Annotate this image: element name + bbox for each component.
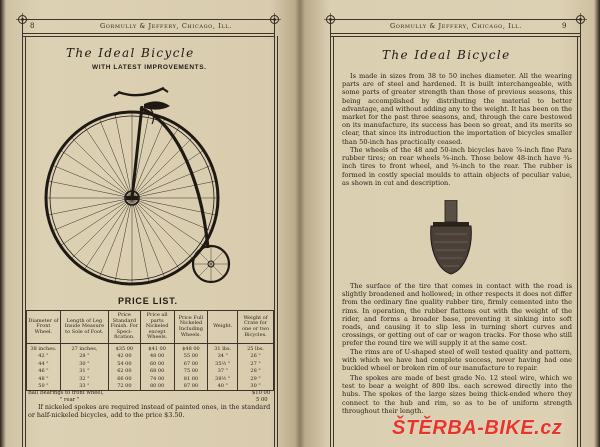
- table-cell: 60 00: [140, 361, 174, 368]
- corner-ornament-icon: [268, 13, 281, 26]
- body-paragraph: The rims are of U-shaped steel of well tested quality and pattern, with which we have had complete success, never having had one buckled wheel or broken rim of our manufacture to repair.: [342, 348, 572, 373]
- table-cell: 42 00: [108, 353, 140, 360]
- corner-ornament-icon: [574, 13, 587, 26]
- column-header: Price Standard Finish. For Speci-fication.: [108, 311, 140, 344]
- table-row: [27, 344, 274, 354]
- penny-farthing-illustration: [40, 78, 240, 290]
- table-cell: 44 ": [27, 361, 61, 368]
- table-cell: 80 00: [140, 383, 174, 391]
- column-header: Weight of Crate for one or two Bicycles.: [238, 311, 274, 344]
- table-cell: 54 00: [108, 361, 140, 368]
- left-rule: [22, 19, 23, 447]
- table-cell: 38½ ": [208, 376, 238, 383]
- price-list-title: PRICE LIST.: [118, 296, 178, 306]
- right-rule: [274, 19, 275, 447]
- table-cell: 50 ": [27, 383, 61, 391]
- table-cell: 72 00: [108, 383, 140, 391]
- head-rule: [22, 33, 274, 34]
- table-row: [27, 361, 274, 368]
- page-number: 9: [562, 22, 567, 30]
- page-title: The Ideal Bicycle: [66, 46, 195, 60]
- table-row: [27, 353, 274, 360]
- table-cell: 81 00: [174, 376, 208, 383]
- table-cell: 31 lbs.: [208, 344, 238, 354]
- table-cell: 68 00: [140, 368, 174, 375]
- table-cell: 38 inches.: [27, 344, 61, 354]
- table-cell: 33 ": [60, 383, 108, 391]
- table-cell: $35 00: [108, 344, 140, 354]
- table-cell: 34 ": [208, 353, 238, 360]
- table-cell: 28 ": [238, 368, 274, 375]
- head-rule-inner: [22, 36, 274, 37]
- nickel-spokes-note: If nickeled spokes are required instead of painted ones, in the standard or half-nickeled bicycles, add to the price $3.50.: [28, 403, 271, 419]
- column-header: Price all parts Nickeled except Wheels.: [140, 311, 174, 344]
- table-cell: 28 ": [60, 353, 108, 360]
- body-paragraph: Is made in sizes from 38 to 50 inches diameter. All the wearing parts are of steel and hardened. It is built interchangeable, with some parts of greater strength than those of previous seasons, this being accomplished by distributing the material to better advantage, and without adding any to the weight. It has been on the market for the past three seasons, and, through the care bestowed on its manufacture, its success has been so great, and its merits so clear, that since its introduction the importation of bicycles smaller than 50-inch has practically ceased.: [342, 72, 572, 146]
- ball-bearings-rear-price: 5 00: [256, 397, 268, 403]
- column-header: Length of Leg Inside Measure to Sole of Foot.: [60, 311, 108, 344]
- table-cell: 62 00: [108, 368, 140, 375]
- corner-ornament-icon: [16, 13, 29, 26]
- table-cell: 32 ": [60, 376, 108, 383]
- page-title: The Ideal Bicycle: [382, 48, 511, 62]
- table-row: [27, 376, 274, 383]
- running-head: Gormully & Jeffery, Chicago, Ill.: [390, 22, 522, 30]
- top-rule: [22, 19, 274, 20]
- page-subtitle: WITH LATEST IMPROVEMENTS.: [92, 64, 207, 71]
- table-cell: 48 00: [140, 353, 174, 360]
- table-cell: 75 00: [174, 368, 208, 375]
- table-cell: 30 ": [238, 383, 274, 391]
- table-cell: 42 ": [27, 353, 61, 360]
- table-cell: 46 ": [27, 368, 61, 375]
- body-paragraph: The spokes are made of best grade No. 12 steel wire, which we test to bear a weight of 800 lbs. each screwed directly into the hubs. The spokes of the large sizes being thick-ended where they connect to the hub and rim, so as to be of uniform strength throughout their length.: [342, 374, 572, 415]
- head-rule: [330, 33, 580, 34]
- column-header: Price Full Nickeled Including Wheels.: [174, 311, 208, 344]
- table-cell: 55 00: [174, 353, 208, 360]
- column-header: Diameter of Front Wheel.: [27, 311, 61, 344]
- corner-ornament-icon: [324, 13, 337, 26]
- table-cell: 37 ": [208, 368, 238, 375]
- tire-cross-section-illustration: [425, 200, 477, 276]
- ball-bearings-label: Ball Bearings to front wheel,: [28, 390, 104, 396]
- table-cell: 74 00: [140, 376, 174, 383]
- table-cell: 66 00: [108, 376, 140, 383]
- ball-bearings-front-price: $10 00: [252, 390, 271, 396]
- table-cell: 67 00: [174, 361, 208, 368]
- table-cell: 87 00: [174, 383, 208, 391]
- table-cell: 29 ": [238, 376, 274, 383]
- page-number: 8: [30, 22, 35, 30]
- table-cell: 31 ": [60, 368, 108, 375]
- table-cell: 30 ": [60, 361, 108, 368]
- column-header: Weight.: [208, 311, 238, 344]
- table-cell: 35½ ": [208, 361, 238, 368]
- table-cell: 27 inches,: [60, 344, 108, 354]
- table-cell: 48 ": [27, 376, 61, 383]
- left-rule-inner: [333, 36, 334, 447]
- body-paragraph: The surface of the tire that comes in contact with the road is slightly broadened and hollowed; in other respects it does not differ from the ordinary fine quality rubber tire, firmly cemented into the rims. In operation, the rubber flattens out with the weight of the rider, and forms a broader base, preventing it sinking into soft roads, and causing it to slip less in turning short curves and crossings, or getting out of car or wagon tracks. For those who still prefer the round tire we will supply it at the same cost.: [342, 282, 572, 348]
- table-row: [27, 368, 274, 375]
- table-cell: $41 00: [140, 344, 174, 354]
- running-head: Gormully & Jeffery, Chicago, Ill.: [100, 22, 232, 30]
- table-cell: 26 ": [238, 353, 274, 360]
- ball-bearings-rear-label: " rear ": [60, 397, 80, 403]
- right-rule-inner: [277, 36, 278, 447]
- table-cell: 27 ": [238, 361, 274, 368]
- table-cell: 25 lbs.: [238, 344, 274, 354]
- price-table-body: [27, 344, 274, 391]
- left-rule: [330, 19, 331, 447]
- right-rule-inner: [577, 36, 578, 447]
- watermark-logo: ŠTĚRBA-BIKE.cz: [392, 417, 563, 439]
- body-paragraph: The wheels of the 48 and 50-inch bicycles have ⅞-inch fine Para rubber tires; on rear wheels ⅝-inch. Those below 48-inch have ¾-inch tires to front wheel, and ⅝-inch to the rear. The rubber is formed in costly special moulds to attain objects of peculiar value, as shown in cut and description.: [342, 146, 572, 187]
- right-rule: [580, 19, 581, 447]
- price-table: [26, 310, 274, 391]
- top-rule: [330, 19, 580, 20]
- table-cell: 40 ": [208, 383, 238, 391]
- head-rule-inner: [330, 36, 580, 37]
- table-cell: $48 00: [174, 344, 208, 354]
